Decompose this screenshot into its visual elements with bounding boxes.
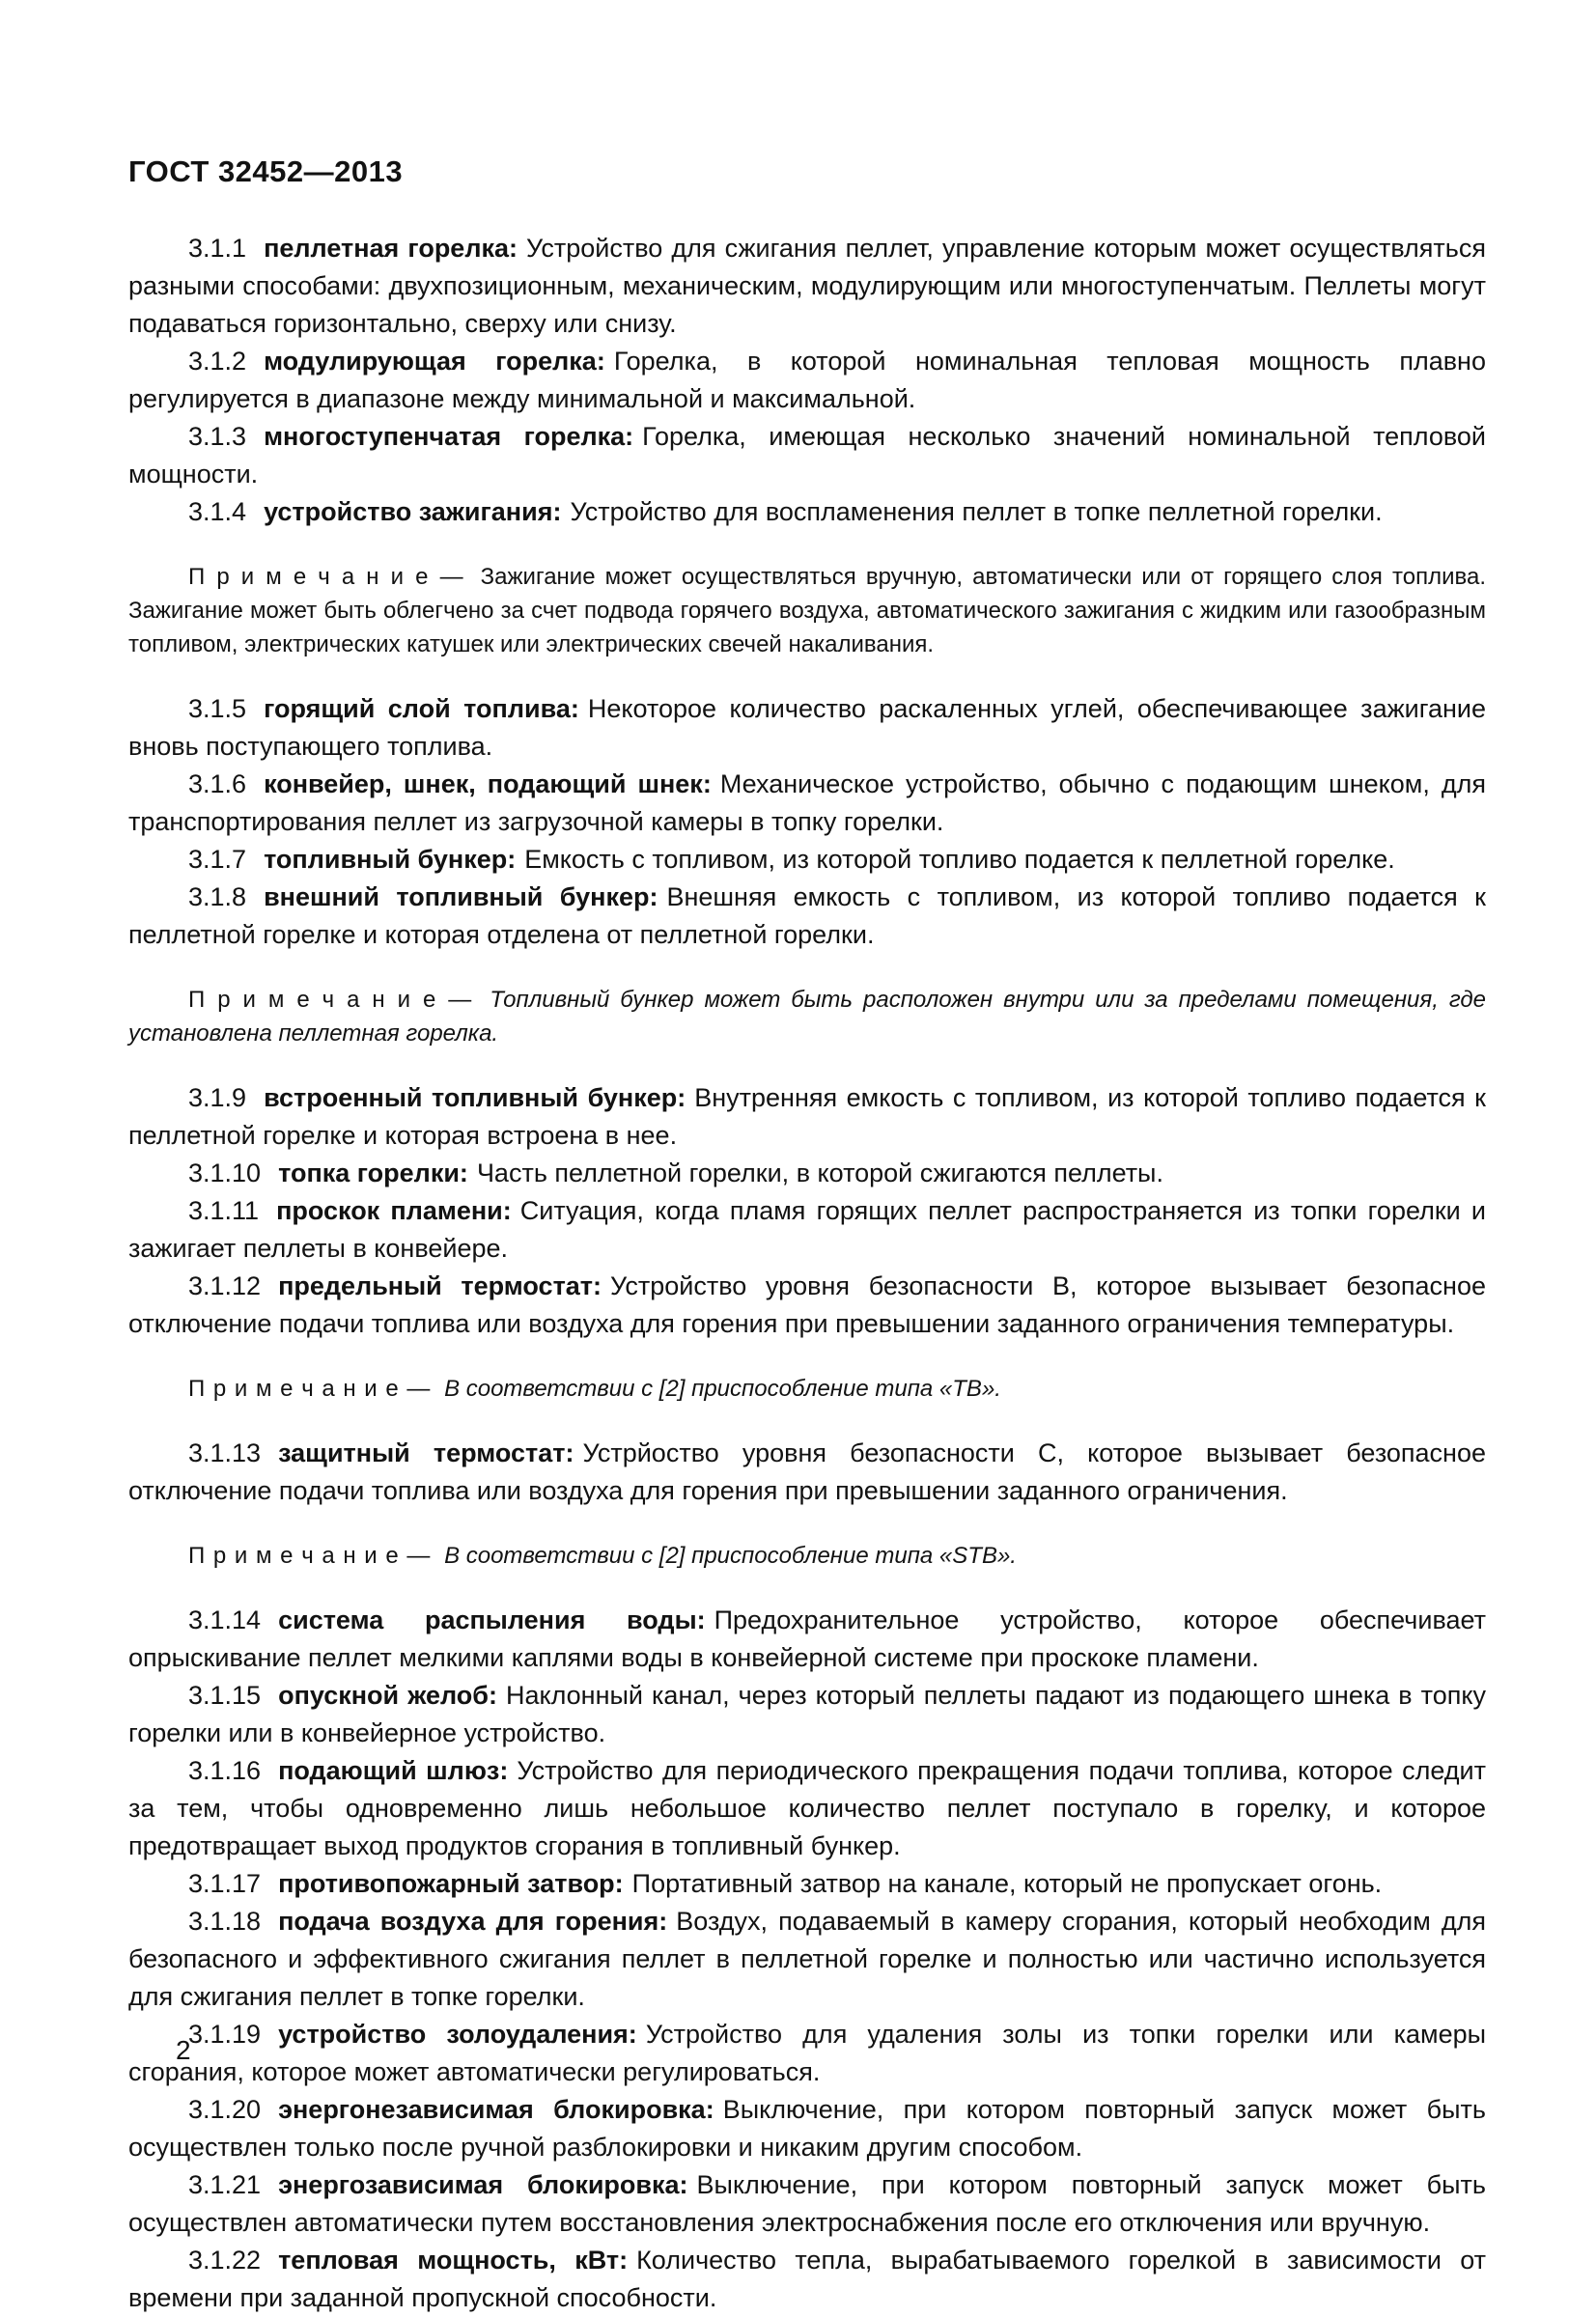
definitions-list: [128, 230, 1486, 2317]
note-label: П р и м е ч а н и е —: [188, 564, 475, 590]
definition-number: 3.1.22: [188, 2246, 262, 2275]
document-title: ГОСТ 32452—2013: [128, 154, 404, 188]
definition-text: Ситуация, когда пламя горящих пеллет распространяется из топки горелки и зажигает пеллеты в конвейере.: [128, 1196, 1486, 1263]
definition-number: 3.1.8: [188, 882, 247, 911]
definition-paragraph: [128, 1903, 1486, 2016]
definition-text: Устройство для воспламенения пеллет в топке пеллетной горелки.: [570, 497, 1383, 526]
definition-paragraph: [128, 1268, 1486, 1343]
definition-number: 3.1.5: [188, 694, 247, 723]
definition-text: Устройство для сжигания пеллет, управление которым может осуществляться разными способами: двухпозиционным, механическим, модулирующим или многоступенчатым. Пеллеты могут подаваться горизонтально, сверху или снизу.: [128, 234, 1486, 338]
note-text: Зажигание может осуществляться вручную, автоматически или от горящего слоя топлива. Зажигание может быть облегчено за счет подвода горячего воздуха, автоматического зажигания с жидким или газообразным топливом, электрических катушек или электрических свечей накаливания.: [128, 564, 1486, 657]
definition-paragraph: [128, 1079, 1486, 1155]
definition-number: 3.1.10: [188, 1158, 262, 1187]
definition-term: встроенный топливный бункер:: [264, 1083, 686, 1112]
definition-number: 3.1.13: [188, 1438, 262, 1467]
note-paragraph: [128, 560, 1486, 661]
definition-number: 3.1.11: [188, 1196, 260, 1225]
note-text: Топливный бункер может быть расположен внутри или за пределами помещения, где установлена пеллетная горелка.: [128, 987, 1487, 1047]
definition-term: система распыления воды:: [278, 1605, 706, 1634]
definition-term: проскок пламени:: [276, 1196, 512, 1225]
definition-text: Количество тепла, вырабатываемого горелкой в зависимости от времени при заданной пропускной способности.: [128, 2246, 1487, 2312]
definition-paragraph: [128, 343, 1486, 418]
definition-paragraph: [128, 2166, 1486, 2242]
definition-number: 3.1.21: [188, 2170, 262, 2199]
page-number: 2: [176, 2035, 191, 2065]
definition-text: Горелка, в которой номинальная тепловая мощность плавно регулируется в диапазоне между минимальной и максимальной.: [128, 347, 1486, 413]
definition-paragraph: [128, 1865, 1486, 1903]
definition-term: защитный термостат:: [278, 1438, 574, 1467]
note-text: В соответствии с [2] приспособление типа «ТВ».: [444, 1376, 1001, 1402]
definition-text: Предохранительное устройство, которое обеспечивает опрыскивание пеллет мелкими каплями воды в конвейерной системе при проскоке пламени.: [128, 1605, 1486, 1672]
definition-term: модулирующая горелка:: [264, 347, 605, 376]
definition-term: топливный бункер:: [264, 845, 517, 874]
definition-paragraph: [128, 1192, 1486, 1268]
definition-paragraph: [128, 2016, 1486, 2091]
definition-paragraph: [128, 418, 1486, 493]
definition-paragraph: [128, 879, 1486, 954]
definition-paragraph: [128, 1602, 1486, 1677]
definition-text: Внутренняя емкость с топливом, из которой топливо подается к пеллетной горелке и которая встроена в нее.: [128, 1083, 1486, 1150]
definition-number: 3.1.9: [188, 1083, 247, 1112]
definition-number: 3.1.1: [188, 234, 247, 263]
note-paragraph: [128, 983, 1486, 1050]
definition-text: Емкость с топливом, из которой топливо подается к пеллетной горелке.: [524, 845, 1395, 874]
definition-number: 3.1.20: [188, 2095, 262, 2124]
note-label: П р и м е ч а н и е —: [188, 1543, 439, 1569]
definition-paragraph: [128, 1155, 1486, 1192]
definition-term: энергонезависимая блокировка:: [278, 2095, 714, 2124]
definition-text: Устройство для удаления золы из топки горелки или камеры сгорания, которое может автоматически регулироваться.: [128, 2020, 1487, 2086]
definition-text: Воздух, подаваемый в камеру сгорания, который необходим для безопасного и эффективного сжигания пеллет в пеллетной горелке и полностью или частично используется для сжигания пеллет в топке горелки.: [128, 1907, 1486, 2011]
note-label: П р и м е ч а н и е —: [188, 1376, 439, 1402]
definition-number: 3.1.17: [188, 1869, 262, 1898]
definition-term: устройство золоудаления:: [278, 2020, 637, 2049]
definition-paragraph: [128, 1677, 1486, 1752]
definition-term: многоступенчатая горелка:: [264, 422, 634, 451]
definition-paragraph: [128, 2091, 1486, 2166]
definition-term: пеллетная горелка:: [264, 234, 518, 263]
definition-text: Наклонный канал, через который пеллеты падают из подающего шнека в топку горелки или в конвейерное устройство.: [128, 1681, 1487, 1747]
definition-number: 3.1.18: [188, 1907, 262, 1936]
definition-term: противопожарный затвор:: [278, 1869, 624, 1898]
definition-term: предельный термостат:: [278, 1271, 602, 1300]
definition-paragraph: [128, 766, 1486, 841]
definition-term: топка горелки:: [278, 1158, 468, 1187]
definition-number: 3.1.3: [188, 422, 247, 451]
definition-text: Часть пеллетной горелки, в которой сжигаются пеллеты.: [476, 1158, 1163, 1187]
definition-number: 3.1.4: [188, 497, 247, 526]
definition-term: подача воздуха для горения:: [278, 1907, 668, 1936]
definition-text: Устройство уровня безопасности В, которое вызывает безопасное отключение подачи топлива или воздуха для горения при превышении заданного ограничения температуры.: [128, 1271, 1487, 1338]
definition-number: 3.1.14: [188, 1605, 262, 1634]
definition-number: 3.1.12: [188, 1271, 262, 1300]
definition-number: 3.1.15: [188, 1681, 262, 1710]
definition-text: Выключение, при котором повторный запуск может быть осуществлен только после ручной разблокировки и никаким другим способом.: [128, 2095, 1486, 2162]
definition-text: Устройство для периодического прекращения подачи топлива, которое следит за тем, чтобы одновременно лишь небольшое количество пеллет поступало в горелку, и которое предотвращает выход продуктов сгорания в топливный бункер.: [128, 1756, 1486, 1860]
definition-term: энергозависимая блокировка:: [278, 2170, 688, 2199]
definition-term: горящий слой топлива:: [264, 694, 579, 723]
definition-number: 3.1.19: [188, 2020, 262, 2049]
definition-number: 3.1.2: [188, 347, 247, 376]
definition-number: 3.1.6: [188, 769, 247, 798]
definition-paragraph: [128, 841, 1486, 879]
definition-number: 3.1.7: [188, 845, 247, 874]
note-paragraph: [128, 1372, 1486, 1406]
definition-paragraph: [128, 1435, 1486, 1510]
note-text: В соответствии с [2] приспособление типа «STB».: [444, 1543, 1017, 1569]
definition-text: Горелка, имеющая несколько значений номинальной тепловой мощности.: [128, 422, 1486, 489]
definition-text: Внешняя емкость с топливом, из которой топливо подается к пеллетной горелке и которая отделена от пеллетной горелки.: [128, 882, 1486, 949]
definition-text: Устрйоство уровня безопасности С, которое вызывает безопасное отключение подачи топлива или воздуха для горения при превышении заданного ограничения.: [128, 1438, 1487, 1505]
definition-term: внешний топливный бункер:: [264, 882, 658, 911]
definition-paragraph: [128, 493, 1486, 531]
definition-term: опускной желоб:: [278, 1681, 497, 1710]
definition-paragraph: [128, 1752, 1486, 1865]
note-label: П р и м е ч а н и е —: [188, 987, 485, 1013]
definition-term: тепловая мощность, кВт:: [278, 2246, 629, 2275]
definition-term: устройство зажигания:: [264, 497, 562, 526]
note-paragraph: [128, 1539, 1486, 1573]
definition-paragraph: [128, 2242, 1486, 2317]
definition-paragraph: [128, 230, 1486, 343]
definition-text: Механическое устройство, обычно с подающим шнеком, для транспортирования пеллет из загрузочной камеры в топку горелки.: [128, 769, 1487, 836]
definition-text: Портативный затвор на канале, который не пропускает огонь.: [631, 1869, 1383, 1898]
definition-term: конвейер, шнек, подающий шнек:: [264, 769, 712, 798]
definition-number: 3.1.16: [188, 1756, 262, 1785]
definition-term: подающий шлюз:: [278, 1756, 509, 1785]
definition-text: Выключение, при котором повторный запуск может быть осуществлен автоматически путем восстановления электроснабжения после его отключения или вручную.: [128, 2170, 1486, 2237]
definition-paragraph: [128, 690, 1486, 766]
definition-text: Некоторое количество раскаленных углей, обеспечивающее зажигание вновь поступающего топлива.: [128, 694, 1487, 761]
